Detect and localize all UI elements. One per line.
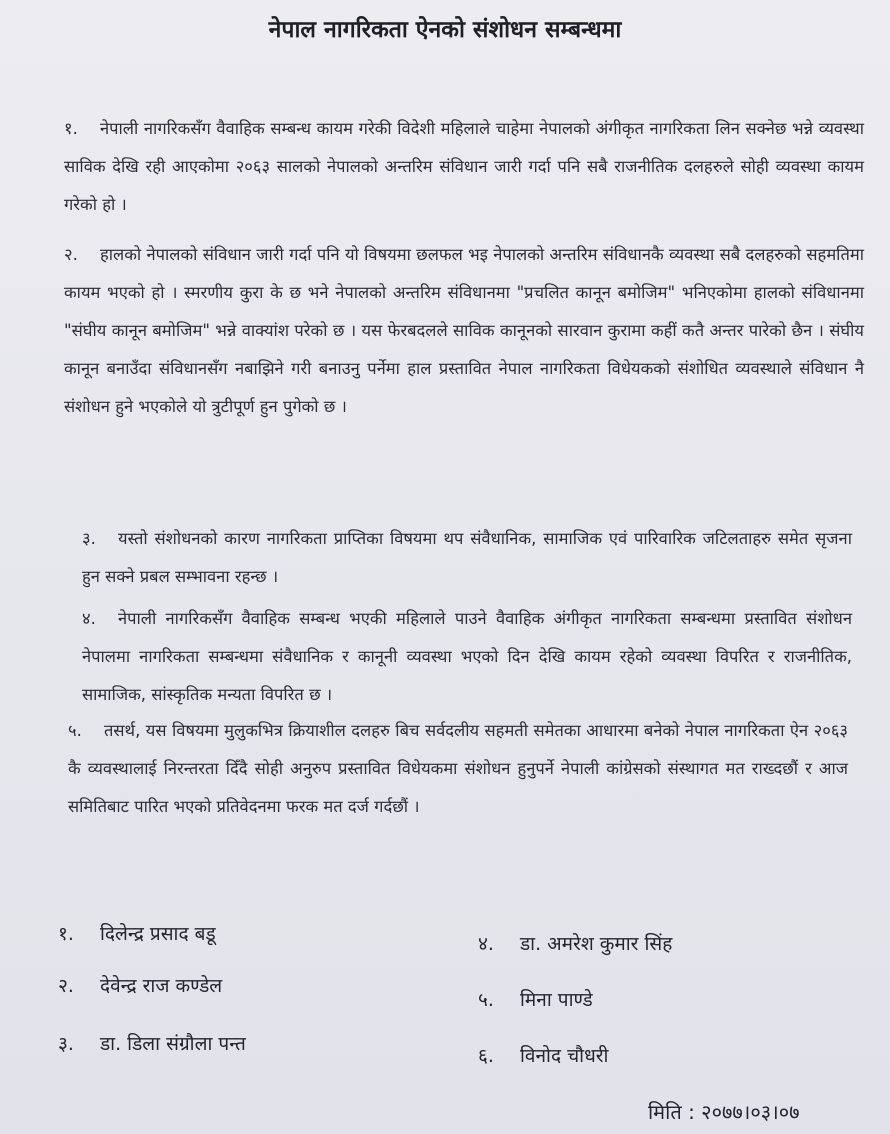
paragraph-4 — [82, 600, 852, 714]
paragraph-2 — [64, 236, 864, 426]
paragraph-1 — [64, 110, 864, 224]
paragraph-5 — [68, 712, 848, 826]
paragraph-text: नेपाली नागरिकसँग वैवाहिक सम्बन्ध कायम गरेकी विदेशी महिलाले चाहेमा नेपालको अंगीकृत नागरिकता लिन सक्नेछ भन्ने व्यवस्था साविक देखि रही आएकोमा २०६३ सालको नेपालको अन्तरिम संविधान जारी गर्दा पनि सबै राजनीतिक दलहरुले सोही व्यवस्था कायम गरेको हो । — [64, 119, 864, 214]
signatory-number: ६. — [478, 1045, 494, 1067]
signatory-3 — [58, 1030, 246, 1056]
signatory-5 — [478, 986, 593, 1012]
paragraph-number: २. — [64, 245, 78, 264]
signatory-name: मिना पाण्डे — [520, 989, 593, 1011]
signatory-number: ४. — [478, 933, 494, 955]
signatory-6 — [478, 1042, 608, 1068]
paragraph-text: नेपाली नागरिकसँग वैवाहिक सम्बन्ध भएकी महिलाले पाउने वैवाहिक अंगीकृत नागरिकता सम्बन्धमा प्रस्तावित संशोधन नेपालमा नागरिकता सम्बन्धमा संवैधानिक र कानूनी व्यवस्था भएको दिन देखि कायम रहेको व्यवस्था विपरित र राजनीतिक, सामाजिक, सांस्कृतिक मन्यता विपरित छ । — [82, 609, 852, 704]
paragraph-number: १. — [64, 119, 78, 138]
paragraph-text: हालको नेपालको संविधान जारी गर्दा पनि यो विषयमा छलफल भइ नेपालको अन्तरिम संविधानकै व्यवस्था सबै दलहरुको सहमतिमा कायम भएको हो । स्मरणीय कुरा के छ भने नेपालको अन्तरिम संविधानमा "प्रचलित कानून बमोजिम" भनिएकोमा हालको संविधानमा "संघीय कानून बमोजिम" भन्ने वाक्यांश परेको छ । यस फेरबदलले साविक कानूनको सारवान कुरामा कहीं कतै अन्तर पारेको छैन । संघीय कानून बनाउँदा संविधानसँग नबाझिने गरी बनाउनु पर्नेमा हाल प्रस्तावित नेपाल नागरिकता विधेयकको संशोधित व्यवस्थाले संविधान नै संशोधन हुने भएकोले यो त्रुटीपूर्ण हुन पुगेको छ । — [64, 245, 864, 416]
signatory-number: ३. — [58, 1033, 74, 1055]
signatory-4 — [478, 930, 672, 956]
paragraph-number: ३. — [82, 529, 96, 548]
signatory-number: ५. — [478, 989, 494, 1011]
signatory-number: २. — [58, 975, 74, 997]
paragraph-text: तसर्थ, यस विषयमा मुलुकभित्र क्रियाशील दलहरु बिच सर्वदलीय सहमती समेतका आधारमा बनेको नेपाल नागरिकता ऐन २०६३ कै व्यवस्थालाई निरन्तरता दिँदै सोही अनुरुप प्रस्तावित विधेयकमा संशोधन हुनुपर्ने नेपाली कांग्रेसको संस्थागत मत राख्दछौं र आज समितिबाट पारित भएको प्रतिवेदनमा फरक मत दर्ज गर्दछौं । — [68, 721, 848, 816]
signatory-1 — [58, 920, 216, 946]
paragraph-3 — [82, 520, 852, 596]
signatory-number: १. — [58, 923, 74, 945]
paragraph-number: ५. — [68, 721, 82, 740]
signatory-name: दिलेन्द्र प्रसाद बडू — [100, 923, 216, 945]
signatory-name: डा. अमरेश कुमार सिंह — [520, 933, 673, 955]
page-title: नेपाल नागरिकता ऐनको संशोधन सम्बन्धमा — [268, 17, 622, 43]
document-date: मिति : २०७७।०३।०७ — [648, 1100, 800, 1124]
signatory-name: विनोद चौधरी — [520, 1045, 609, 1067]
signatory-name: देवेन्द्र राज कण्डेल — [100, 975, 223, 997]
signatory-2 — [58, 972, 222, 998]
paragraph-text: यस्तो संशोधनको कारण नागरिकता प्राप्तिका विषयमा थप संवैधानिक, सामाजिक एवं पारिवारिक जटिलताहरु समेत सृजना हुन सक्ने प्रबल सम्भावना रहन्छ । — [82, 529, 852, 586]
signatory-name: डा. डिला संग्रौला पन्त — [100, 1033, 246, 1055]
paragraph-number: ४. — [82, 609, 96, 628]
